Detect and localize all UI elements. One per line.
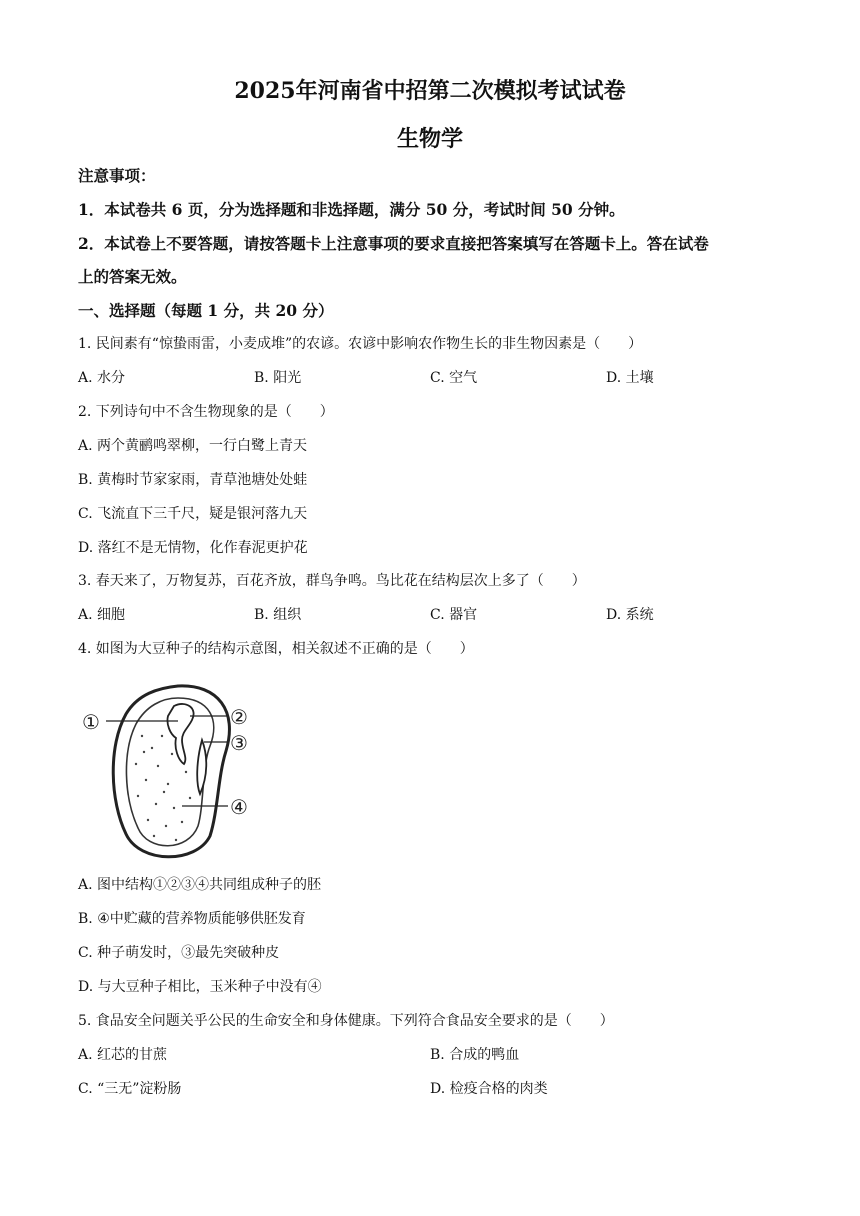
question-5-option-b: B. 合成的鸭血 (430, 1047, 520, 1063)
question-2-stem: 2. 下列诗句中不含生物现象的是（ ） (78, 404, 334, 420)
question-2-option-d: D. 落红不是无情物，化作春泥更护花 (78, 540, 308, 556)
question-5-option-a: A. 红芯的甘蔗 (78, 1047, 168, 1063)
question-3-option-b: B. 组织 (254, 607, 302, 623)
question-3-option-c: C. 器官 (430, 607, 478, 623)
question-1-option-c: C. 空气 (430, 370, 478, 386)
section-heading: 一、选择题（每题 1 分，共 20 分） (78, 301, 334, 320)
soybean-seed-figure (78, 676, 268, 866)
question-3-option-d: D. 系统 (606, 607, 654, 623)
soybean-seed-diagram (78, 676, 268, 866)
question-4-option-a: A. 图中结构①②③④共同组成种子的胚 (78, 877, 322, 893)
question-1-stem: 1. 民间素有“惊蛰雨雷，小麦成堆”的农谚。农谚中影响农作物生长的非生物因素是（ ） (78, 336, 643, 352)
question-4-stem: 4. 如图为大豆种子的结构示意图，相关叙述不正确的是（ ） (78, 641, 474, 657)
figure-label-3: ③ (230, 731, 248, 755)
question-1-option-b: B. 阳光 (254, 370, 302, 386)
figure-label-4: ④ (230, 795, 248, 819)
question-2-option-c: C. 飞流直下三千尺，疑是银河落九天 (78, 506, 308, 522)
exam-title: 2025年河南省中招第二次模拟考试试卷 (234, 78, 626, 104)
question-5-stem: 5. 食品安全问题关乎公民的生命安全和身体健康。下列符合食品安全要求的是（ ） (78, 1013, 614, 1029)
exam-subject: 生物学 (396, 126, 463, 152)
question-4-option-d: D. 与大豆种子相比，玉米种子中没有④ (78, 979, 322, 995)
figure-label-2: ② (230, 705, 248, 729)
question-4-option-c: C. 种子萌发时，③最先突破种皮 (78, 945, 280, 961)
question-4-option-b: B. ④中贮藏的营养物质能够供胚发育 (78, 911, 306, 927)
question-2-option-b: B. 黄梅时节家家雨，青草池塘处处蛙 (78, 472, 308, 488)
question-1-option-d: D. 土壤 (606, 370, 654, 386)
note-item-1: 1．本试卷共 6 页，分为选择题和非选择题，满分 50 分，考试时间 50 分钟。 (78, 200, 625, 219)
note-item-2-line-1: 2．本试卷上不要答题，请按答题卡上注意事项的要求直接把答案填写在答题卡上。答在试卷 (78, 234, 709, 253)
figure-label-1: ① (82, 710, 100, 734)
question-1-option-a: A. 水分 (78, 370, 126, 386)
question-3-stem: 3. 春天来了，万物复苏，百花齐放，群鸟争鸣。鸟比花在结构层次上多了（ ） (78, 573, 586, 589)
note-item-2-line-2: 上的答案无效。 (78, 267, 187, 286)
question-5-option-d: D. 检疫合格的肉类 (430, 1081, 548, 1097)
question-5-option-c: C. “三无”淀粉肠 (78, 1081, 182, 1097)
notes-heading: 注意事项： (78, 166, 156, 185)
question-2-option-a: A. 两个黄鹂鸣翠柳，一行白鹭上青天 (78, 438, 308, 454)
question-3-option-a: A. 细胞 (78, 607, 126, 623)
